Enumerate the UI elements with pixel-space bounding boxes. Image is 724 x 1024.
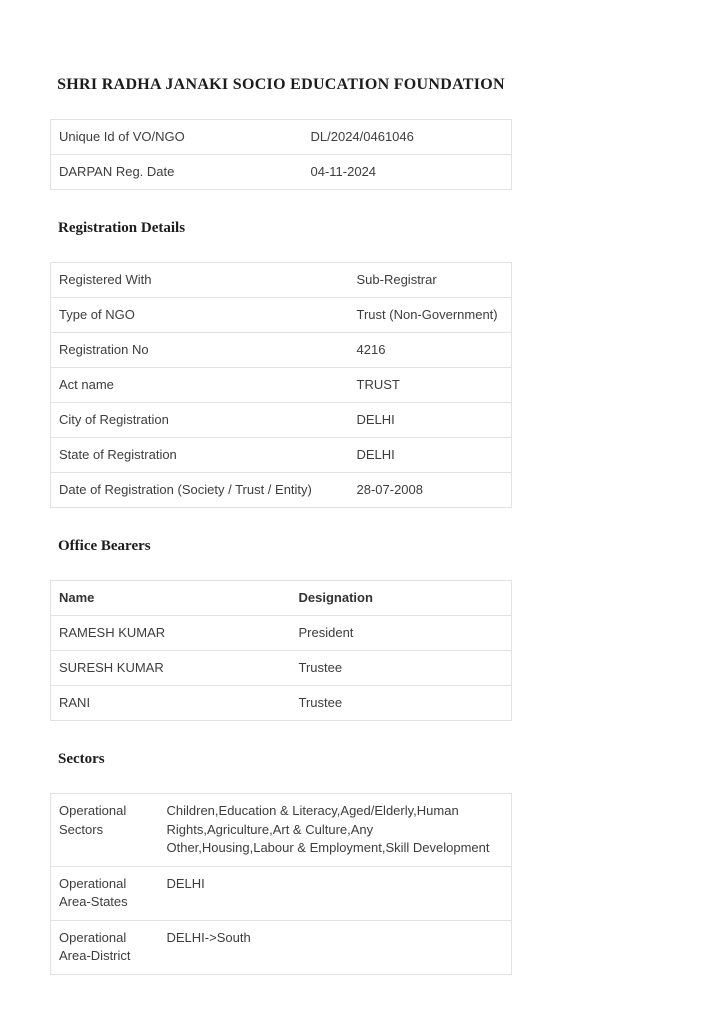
field-label: Type of NGO: [51, 298, 349, 333]
field-value: DELHI: [159, 866, 512, 920]
bearer-name: RANI: [51, 686, 291, 721]
bearer-designation: Trustee: [291, 686, 512, 721]
table-row: [51, 866, 512, 920]
table-row: [51, 120, 512, 155]
column-header-designation: Designation: [298, 590, 373, 605]
table-row: [51, 616, 512, 651]
field-value: DELHI->South: [159, 920, 512, 974]
table-row: [51, 473, 512, 508]
field-label: Unique Id of VO/NGO: [59, 129, 185, 144]
column-header-name: Name: [59, 590, 95, 605]
field-label: Act name: [51, 368, 349, 403]
field-label: Operational Sectors: [59, 803, 127, 837]
table-row: [51, 686, 512, 721]
table-row: [51, 920, 512, 974]
table-row: [51, 403, 512, 438]
field-label: Operational Area-States: [51, 866, 159, 920]
field-value: Sub-Registrar: [356, 272, 437, 287]
field-label: Registered With: [59, 272, 152, 287]
field-label: State of Registration: [51, 438, 349, 473]
field-label: City of Registration: [51, 403, 349, 438]
page-content: [50, 0, 512, 975]
table-row: [51, 368, 512, 403]
field-value: DELHI: [349, 438, 512, 473]
office-bearers-table: [50, 580, 512, 721]
field-value: Trust (Non-Government): [349, 298, 512, 333]
section-heading-registration-details: Registration Details: [58, 220, 186, 236]
sectors-table: [50, 793, 512, 975]
field-label: Operational Area-District: [51, 920, 159, 974]
table-header-row: [51, 581, 512, 616]
ngo-summary-table: [50, 119, 512, 190]
field-label: Registration No: [51, 333, 349, 368]
field-value: 4216: [349, 333, 512, 368]
registration-details-table: [50, 262, 512, 508]
section-heading-office-bearers: Office Bearers: [58, 538, 151, 554]
section-heading-sectors: Sectors: [58, 751, 105, 767]
table-row: [51, 298, 512, 333]
field-label: DARPAN Reg. Date: [51, 155, 303, 190]
field-value: 04-11-2024: [303, 155, 512, 190]
table-row: [51, 263, 512, 298]
field-value: TRUST: [349, 368, 512, 403]
table-row: [51, 794, 512, 867]
bearer-name: SURESH KUMAR: [51, 651, 291, 686]
table-row: [51, 651, 512, 686]
field-value: DL/2024/0461046: [310, 129, 414, 144]
bearer-designation: President: [291, 616, 512, 651]
bearer-name: RAMESH KUMAR: [51, 616, 291, 651]
field-value: DELHI: [349, 403, 512, 438]
table-row: [51, 438, 512, 473]
page-title: SHRI RADHA JANAKI SOCIO EDUCATION FOUNDATION: [57, 76, 505, 93]
field-label: Date of Registration (Society / Trust / Entity): [51, 473, 349, 508]
field-value: Children,Education & Literacy,Aged/Elderly,Human Rights,Agriculture,Art & Culture,Any Other,Housing,Labour & Employment,Skill Development: [166, 803, 490, 855]
bearer-designation: Trustee: [291, 651, 512, 686]
field-value: 28-07-2008: [349, 473, 512, 508]
table-row: [51, 333, 512, 368]
table-row: [51, 155, 512, 190]
